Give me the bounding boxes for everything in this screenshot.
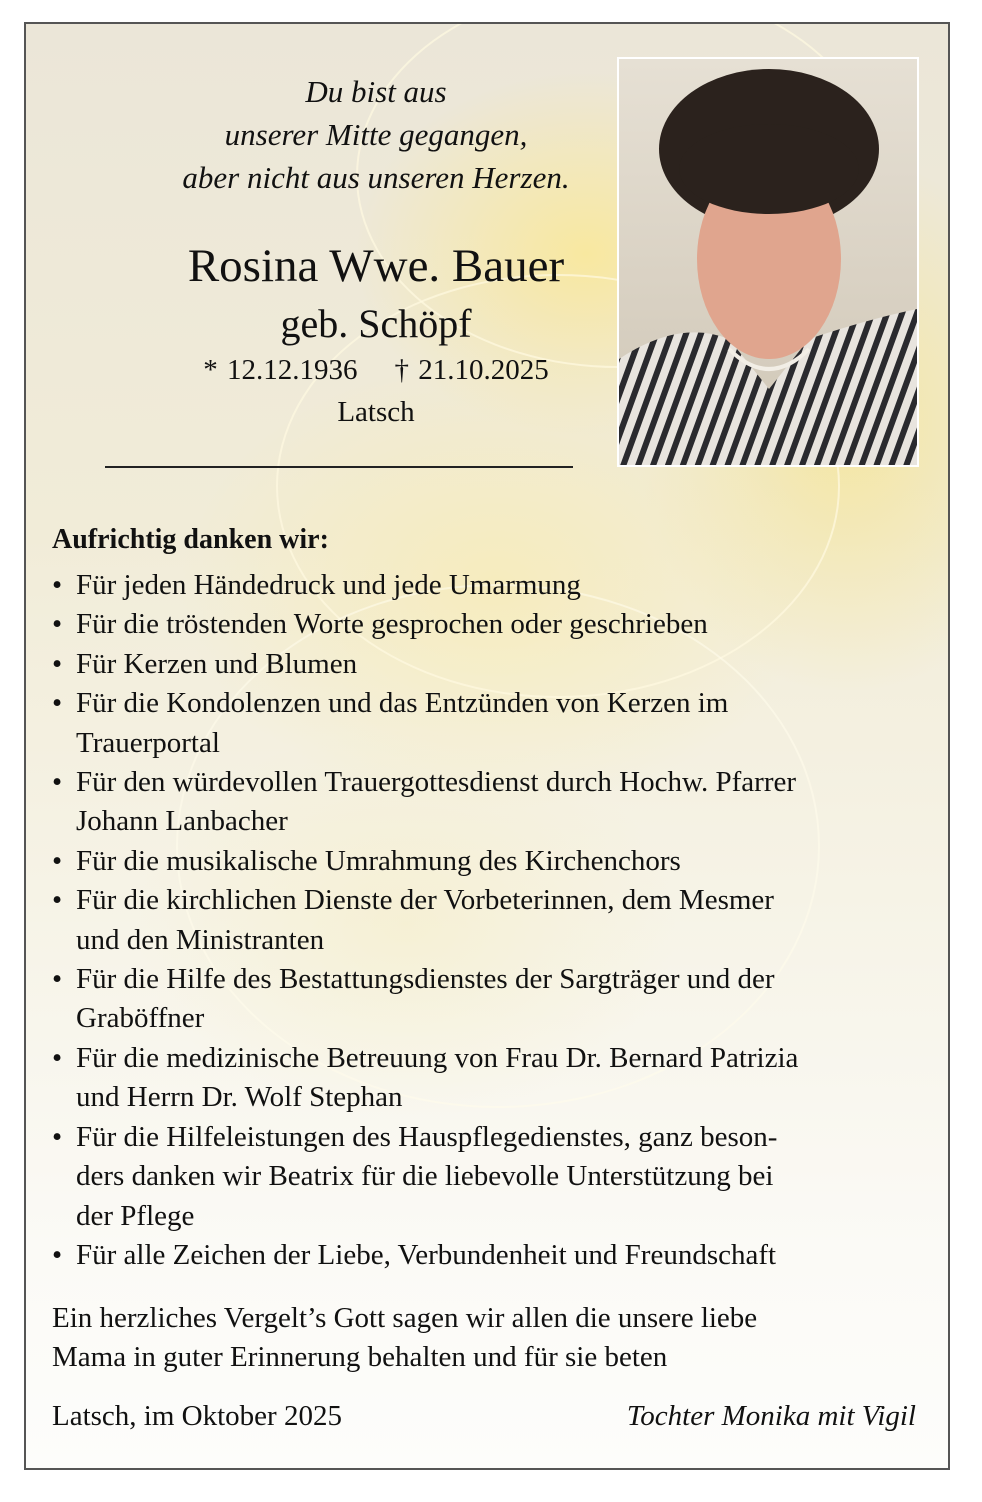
deceased-name: Rosina Wwe. Bauer: [187, 240, 565, 292]
thanks-list-item: [52, 881, 798, 960]
bullet-icon: •: [52, 569, 63, 601]
memorial-quote: [66, 70, 686, 199]
bullet-icon: •: [52, 963, 63, 996]
place-and-date: Latsch, im Oktober 2025: [52, 1400, 342, 1432]
divider: [105, 466, 573, 468]
thanks-item-line: ders danken wir Beatrix für die liebevolle Unterstützung bei: [76, 1160, 774, 1193]
thanks-item-line: Trauerportal: [76, 726, 220, 759]
thanks-item-line: Für die musikalische Umrahmung des Kirchenchors: [76, 844, 681, 877]
quote-line: unserer Mitte gegangen,: [224, 117, 528, 152]
bullet-icon: •: [52, 1041, 63, 1074]
thanks-list-item: [52, 684, 798, 763]
bullet-icon: •: [52, 766, 63, 799]
thanks-item-line: Für die kirchlichen Dienste der Vorbeterinnen, dem Mesmer: [76, 884, 774, 917]
closing-text: [52, 1299, 757, 1378]
thanks-item-line: der Pflege: [76, 1199, 195, 1232]
thanks-list-item: [52, 1118, 798, 1236]
signature: Tochter Monika mit Vigil: [626, 1400, 916, 1432]
bullet-icon: •: [52, 844, 63, 877]
thanks-item-line: Für Kerzen und Blumen: [76, 647, 358, 680]
bullet-icon: •: [52, 1120, 63, 1153]
thanks-list-item: [52, 566, 798, 605]
thanks-item-line: und den Ministranten: [76, 923, 325, 956]
bullet-icon: •: [52, 647, 63, 680]
thanks-list-item: [52, 763, 798, 842]
quote-line: Du bist aus: [305, 74, 447, 109]
death-date: † 21.10.2025: [394, 354, 549, 386]
obituary-card: [24, 22, 950, 1470]
thanks-list-item: [52, 842, 798, 881]
thanks-item-line: Für die medizinische Betreuung von Frau Dr. Bernard Patrizia: [76, 1041, 799, 1074]
portrait-photo: [617, 57, 919, 467]
bullet-icon: •: [52, 1238, 63, 1271]
thanks-item-line: Für die Hilfeleistungen des Hauspflegedienstes, ganz beson-: [76, 1120, 778, 1153]
thanks-item-line: Für jeden Händedruck und jede Umarmung: [76, 569, 581, 601]
thanks-list: [52, 566, 798, 1275]
thanks-item-line: Für die Kondolenzen und das Entzünden von Kerzen im: [76, 687, 729, 720]
thanks-item-line: und Herrn Dr. Wolf Stephan: [76, 1081, 403, 1114]
bullet-icon: •: [52, 884, 63, 917]
closing-line: Mama in guter Erinnerung behalten und für sie beten: [52, 1341, 668, 1374]
residence: Latsch: [337, 396, 415, 428]
thanks-item-line: Für die Hilfe des Bestattungsdienstes der Sargträger und der: [76, 963, 775, 996]
thanks-list-item: [52, 645, 798, 684]
life-dates: [66, 354, 686, 387]
thanks-item-line: Für alle Zeichen der Liebe, Verbundenheit und Freundschaft: [76, 1238, 777, 1271]
thanks-item-line: Für den würdevollen Trauergottesdienst durch Hochw. Pfarrer: [76, 766, 797, 799]
bullet-icon: •: [52, 687, 63, 720]
bullet-icon: •: [52, 608, 63, 641]
closing-line: Ein herzliches Vergelt’s Gott sagen wir allen die unsere liebe: [52, 1302, 758, 1334]
thanks-list-item: [52, 1039, 798, 1118]
thanks-list-item: [52, 960, 798, 1039]
thanks-item-line: Graböffner: [76, 1002, 205, 1035]
thanks-item-line: Für die tröstenden Worte gesprochen oder geschrieben: [76, 608, 708, 641]
thanks-heading: Aufrichtig danken wir:: [52, 524, 329, 555]
maiden-name: geb. Schöpf: [280, 301, 472, 346]
thanks-item-line: Johann Lanbacher: [76, 805, 288, 838]
thanks-list-item: [52, 1236, 798, 1275]
quote-line: aber nicht aus unseren Herzen.: [182, 160, 570, 195]
birth-date: * 12.12.1936: [203, 354, 358, 386]
thanks-list-item: [52, 605, 798, 644]
